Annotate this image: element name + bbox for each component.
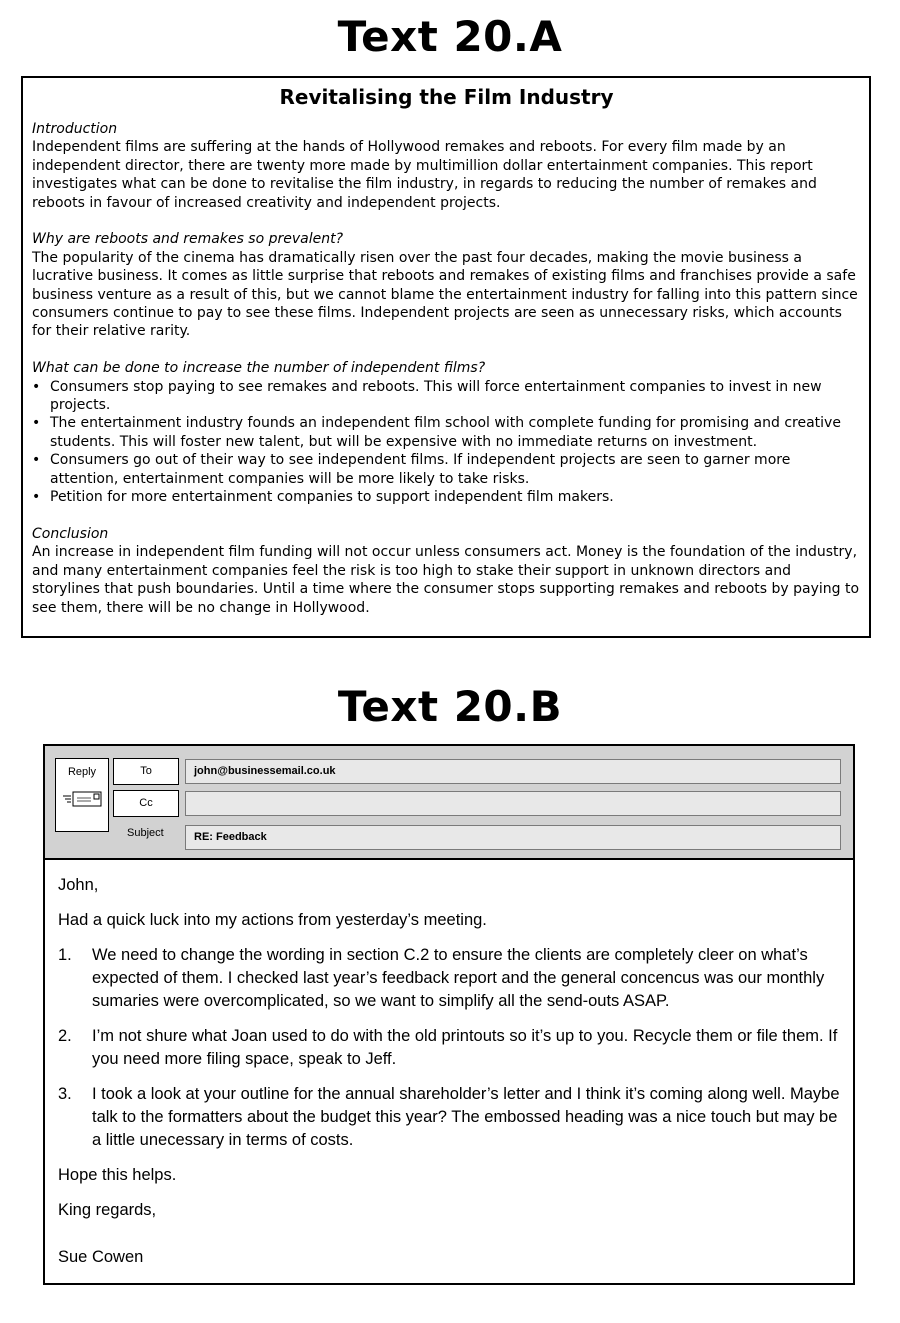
conclusion-text: An increase in independent film funding will not occur unless consumers act. Money is the foundation of the industry, and many entertainment companies feel the risk is too high to stake their support in unknown directors and storylines that push boundaries. Until a time where the consumer stops supporting remakes and reboots by paying to see them, there will be no change in Hollywood.: [32, 544, 860, 616]
text-b-heading: Text 20.B: [337, 682, 563, 731]
list-item: [32, 414, 861, 451]
reply-button[interactable]: [55, 758, 109, 832]
email-intro: Had a quick luck into my actions from yesterday’s meeting.: [58, 911, 487, 929]
cc-button[interactable]: Cc: [113, 790, 179, 817]
what-section: [32, 359, 861, 506]
bullet-icon: •: [32, 378, 41, 395]
bullet-icon: •: [32, 452, 41, 469]
to-button[interactable]: To: [113, 758, 179, 785]
introduction-text: Independent films are suffering at the hands of Hollywood remakes and reboots. For every film made by an independent director, there are twenty more made by multimillion dollar entertainment companies. This report investigates what can be done to revitalise the film industry, in regards to reducing the number of remakes and reboots in favour of increased creativity and independent projects.: [32, 139, 817, 211]
cc-field[interactable]: [185, 791, 841, 816]
reply-label: Reply: [67, 766, 97, 778]
item-text: I’m not shure what Joan used to do with the old printouts so it’s up to you. Recycle them or file them. If you need more filing space, speak to Jeff.: [92, 1027, 838, 1068]
list-item-text: Consumers go out of their way to see independent films. If independent projects are seen to garner more attention, entertainment companies will be more likely to take risks.: [50, 452, 791, 487]
list-item: [58, 1025, 843, 1071]
list-item-text: Consumers stop paying to see remakes and reboots. This will force entertainment companies to invest in new projects.: [50, 378, 822, 414]
item-text: We need to change the wording in section C.2 to ensure the clients are completely cleer on what’s expected of them. I checked last year’s feedback report and the general concencus was our monthly sumaries were overcomplicated, so we want to simplify all the send-outs ASAP.: [92, 946, 825, 1010]
bullet-icon: •: [32, 415, 41, 432]
email-signoff: King regards,: [58, 1201, 157, 1219]
envelope-icon: [61, 791, 105, 807]
email-body: [58, 874, 843, 1269]
list-item-text: Petition for more entertainment companies to support independent film makers.: [50, 489, 614, 506]
email-window: [43, 744, 855, 1285]
introduction-heading: Introduction: [32, 121, 118, 137]
list-item-text: The entertainment industry founds an independent film school with complete funding for promising and creative students. This will foster new talent, but will be expensive with no immediate returns on investment.: [50, 415, 841, 450]
email-greeting: John,: [58, 876, 99, 894]
why-section: [32, 230, 861, 340]
list-item: [32, 451, 861, 488]
to-field[interactable]: john@businessemail.co.uk: [185, 759, 841, 784]
email-header: [45, 746, 853, 860]
item-number: 3.: [58, 1085, 72, 1103]
email-signature: Sue Cowen: [58, 1248, 144, 1266]
subject-field[interactable]: RE: Feedback: [185, 825, 841, 850]
report-box: [21, 76, 871, 638]
item-number: 2.: [58, 1027, 72, 1045]
report-title: Revitalising the Film Industry: [279, 85, 614, 109]
list-item: [32, 378, 861, 415]
text-a-heading: Text 20.A: [337, 12, 563, 61]
bullet-icon: •: [32, 489, 41, 506]
subject-label: Subject: [127, 827, 164, 839]
list-item: [32, 488, 861, 506]
list-item: [58, 1083, 843, 1152]
item-number: 1.: [58, 946, 72, 964]
conclusion-section: [32, 525, 861, 617]
why-text: The popularity of the cinema has dramatically risen over the past four decades, making the movie business a lucrative business. It comes as little surprise that reboots and remakes of existing films and franchises provide a safe business venture as a result of this, but we cannot blame the entertainment industry for falling into this pattern since consumers continue to pay to see these films. Independent projects are seen as unnecessary risks, which accounts for their relative rarity.: [32, 249, 858, 340]
item-text: I took a look at your outline for the annual shareholder’s letter and I think it’s coming along well. Maybe talk to the formatters about the budget this year? The embossed heading was a nice touch but may be a little unecessary in terms of costs.: [92, 1085, 840, 1149]
why-heading: Why are reboots and remakes so prevalent?: [32, 231, 344, 248]
list-item: [58, 944, 843, 1013]
what-heading: What can be done to increase the number of independent films?: [32, 360, 486, 377]
conclusion-heading: Conclusion: [32, 525, 109, 542]
introduction-section: [32, 120, 861, 212]
email-closing: Hope this helps.: [58, 1166, 177, 1184]
action-list: [58, 944, 843, 1152]
suggestion-list: [32, 378, 861, 507]
